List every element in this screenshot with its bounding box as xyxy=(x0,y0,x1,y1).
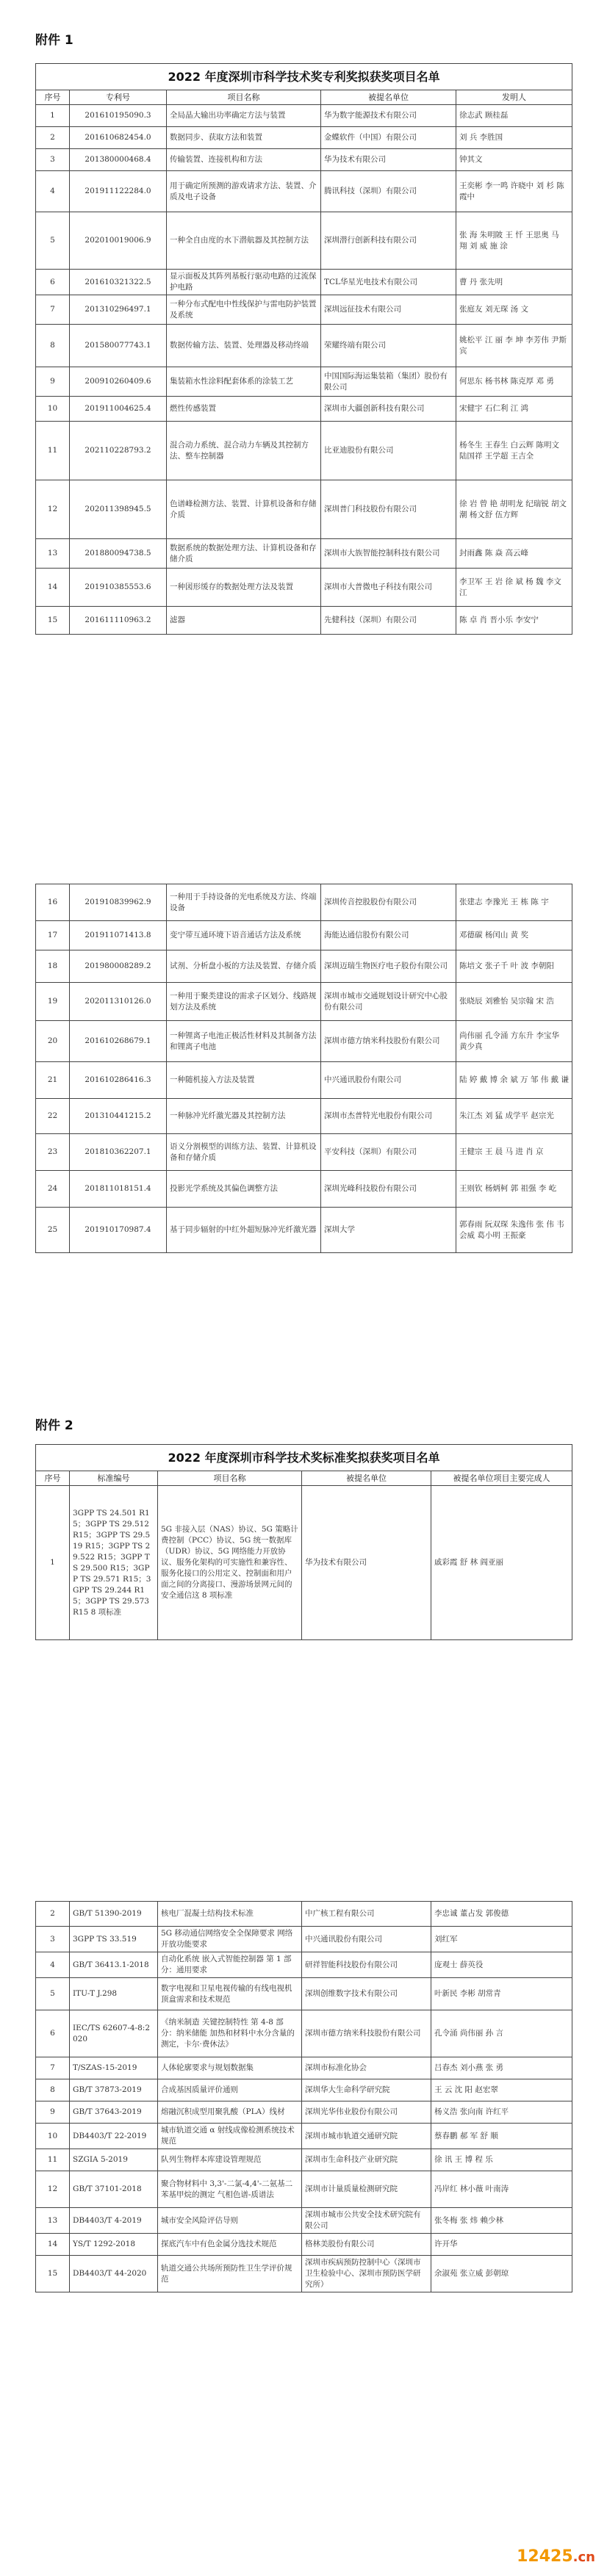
column-header: 序号 xyxy=(36,1471,70,1486)
patent-award-table-continued xyxy=(35,884,572,1253)
unit-cell: 华为数字能源技术有限公司 xyxy=(321,105,456,127)
row-number: 25 xyxy=(36,1208,70,1253)
unit-cell: 深圳市标准化协会 xyxy=(302,2057,431,2079)
table-row xyxy=(36,950,572,983)
patent-award-table xyxy=(35,63,572,635)
project-name-cell: 一种分布式配电中性线保护与雷电防护装置及系统 xyxy=(167,295,321,325)
code-cell: 201911122284.0 xyxy=(70,171,167,212)
row-number: 13 xyxy=(36,2208,70,2234)
standard-award-table-continued xyxy=(35,1901,572,2292)
unit-cell: 深圳市德方纳米科技股份有限公司 xyxy=(321,1021,456,1062)
project-name-cell: 轨道交通公共场所预防性卫生学评价规范 xyxy=(158,2256,302,2292)
table-row xyxy=(36,367,572,397)
unit-cell: 深圳市城市轨道交通研究院 xyxy=(302,2124,431,2149)
person-cell: 叶新民 李彬 胡常青 xyxy=(431,1978,572,2010)
code-cell: ITU-T J.298 xyxy=(70,1978,158,2010)
table-row xyxy=(36,539,572,569)
unit-cell: 深圳光峰科技股份有限公司 xyxy=(321,1171,456,1208)
row-number: 15 xyxy=(36,607,70,635)
unit-cell: 格林美股份有限公司 xyxy=(302,2234,431,2256)
table-row xyxy=(36,983,572,1021)
watermark-domain: .cn xyxy=(572,2550,595,2565)
code-cell: DB4403/T 4-2019 xyxy=(70,2208,158,2234)
column-header: 专利号 xyxy=(70,90,167,105)
table-row xyxy=(36,2124,572,2149)
unit-cell: 深圳市大普微电子科技有限公司 xyxy=(321,569,456,607)
unit-cell: 深圳光华伟业股份有限公司 xyxy=(302,2101,431,2124)
person-cell: 封雨鑫 陈 焱 高云峰 xyxy=(456,539,572,569)
project-name-cell: 试剂、分析盘小板的方法及装置、存储介质 xyxy=(167,950,321,983)
table-row xyxy=(36,105,572,127)
row-number: 4 xyxy=(36,1952,70,1978)
unit-cell: 平安科技（深圳）有限公司 xyxy=(321,1134,456,1171)
unit-cell: 深圳传音控股股份有限公司 xyxy=(321,884,456,921)
project-name-cell: 5G 移动通信网络安全全保障要求 网络开放功能要求 xyxy=(158,1927,302,1952)
table-row xyxy=(36,1486,572,1640)
row-number: 9 xyxy=(36,367,70,397)
table-row xyxy=(36,607,572,635)
row-number: 1 xyxy=(36,105,70,127)
person-cell: 刘 兵 李胜国 xyxy=(456,127,572,149)
row-number: 7 xyxy=(36,295,70,325)
code-cell: 201610268679.1 xyxy=(70,1021,167,1062)
code-cell: GB/T 37101-2018 xyxy=(70,2171,158,2208)
project-name-cell: 一种全自由度的水下潜航器及其控制方法 xyxy=(167,212,321,270)
code-cell: 201580077743.1 xyxy=(70,325,167,367)
project-name-cell: 燃性传感装置 xyxy=(167,397,321,422)
project-name-cell: 一种用于聚类建设的需求子区划分、线路规划方法及系统 xyxy=(167,983,321,1021)
code-cell: 201880094738.5 xyxy=(70,539,167,569)
project-name-cell: 显示面板及其阵列基板行驱动电路的过流保护电路 xyxy=(167,270,321,295)
code-cell: 201910385553.6 xyxy=(70,569,167,607)
project-name-cell: 全局晶大输出功率确定方法与装置 xyxy=(167,105,321,127)
row-number: 24 xyxy=(36,1171,70,1208)
project-name-cell: 混合动力系统、混合动力车辆及其控制方法、整车控制器 xyxy=(167,422,321,480)
row-number: 15 xyxy=(36,2256,70,2292)
project-name-cell: 人体轮廓要求与规划数据集 xyxy=(158,2057,302,2079)
unit-cell: 深圳大学 xyxy=(321,1208,456,1253)
project-name-cell: 一种随机接入方法及装置 xyxy=(167,1062,321,1099)
table-row xyxy=(36,2208,572,2234)
unit-cell: 深圳创维数字技术有限公司 xyxy=(302,1978,431,2010)
unit-cell: 深圳市疾病预防控制中心（深圳市卫生检验中心、深圳市预防医学研究所） xyxy=(302,2256,431,2292)
table-row xyxy=(36,2101,572,2124)
code-cell: 201911071413.8 xyxy=(70,921,167,950)
project-name-cell: 滤器 xyxy=(167,607,321,635)
table-title: 2022 年度深圳市科学技术奖专利奖拟获奖项目名单 xyxy=(36,64,572,90)
code-cell: 201911004625.4 xyxy=(70,397,167,422)
code-cell: 202110228793.2 xyxy=(70,422,167,480)
unit-cell: 中广核工程有限公司 xyxy=(302,1902,431,1927)
unit-cell: 中兴通讯股份有限公司 xyxy=(321,1062,456,1099)
project-name-cell: 用于确定所预测的游戏请求方法、装置、介质及电子设备 xyxy=(167,171,321,212)
table-row xyxy=(36,325,572,367)
row-number: 22 xyxy=(36,1099,70,1134)
table-row xyxy=(36,1099,572,1134)
row-number: 8 xyxy=(36,325,70,367)
table-row xyxy=(36,212,572,270)
person-cell: 许开华 xyxy=(431,2234,572,2256)
attachment-2-label: 附件 2 xyxy=(35,1418,73,1433)
unit-cell: 深圳市大族智能控制科技有限公司 xyxy=(321,539,456,569)
table-row xyxy=(36,127,572,149)
table-row xyxy=(36,2079,572,2101)
row-number: 3 xyxy=(36,149,70,171)
code-cell: GB/T 37643-2019 xyxy=(70,2101,158,2124)
person-cell: 孔令涌 尚伟丽 孙 言 xyxy=(431,2010,572,2057)
row-number: 10 xyxy=(36,397,70,422)
code-cell: DB4403/T 44-2020 xyxy=(70,2256,158,2292)
column-header: 被提名单位 xyxy=(321,90,456,105)
person-cell: 杨冬生 王春生 白云辉 陈明文 陆国祥 王学超 王吉全 xyxy=(456,422,572,480)
project-name-cell: 探底汽车中有色金属分选技术规范 xyxy=(158,2234,302,2256)
unit-cell: 深圳市计量质量检测研究院 xyxy=(302,2171,431,2208)
code-cell: 201980008289.2 xyxy=(70,950,167,983)
code-cell: 200910260409.6 xyxy=(70,367,167,397)
unit-cell: 研祥智能科技股份有限公司 xyxy=(302,1952,431,1978)
table-row xyxy=(36,1952,572,1978)
code-cell: 202011398945.5 xyxy=(70,480,167,539)
table-header-row xyxy=(36,90,572,105)
code-cell: 201310296497.1 xyxy=(70,295,167,325)
row-number: 18 xyxy=(36,950,70,983)
code-cell: IEC/TS 62607-4-8:2020 xyxy=(70,2010,158,2057)
unit-cell: 深圳市城市交通规划设计研究中心股份有限公司 xyxy=(321,983,456,1021)
table-row xyxy=(36,295,572,325)
table-header-row xyxy=(36,1471,572,1486)
unit-cell: 华为技术有限公司 xyxy=(302,1486,431,1640)
code-cell: T/SZAS-15-2019 xyxy=(70,2057,158,2079)
row-number: 21 xyxy=(36,1062,70,1099)
row-number: 12 xyxy=(36,480,70,539)
project-name-cell: 城市轨道交通 α 射线成像检测系统技术规范 xyxy=(158,2124,302,2149)
unit-cell: 深圳普门科技股份有限公司 xyxy=(321,480,456,539)
project-name-cell: 数据系统的数据处理方法、计算机设备和存储介质 xyxy=(167,539,321,569)
standard-award-table xyxy=(35,1444,572,1640)
table-row xyxy=(36,1134,572,1171)
row-number: 12 xyxy=(36,2171,70,2208)
code-cell: DB4403/T 22-2019 xyxy=(70,2124,158,2149)
row-number: 7 xyxy=(36,2057,70,2079)
row-number: 10 xyxy=(36,2124,70,2149)
table-row xyxy=(36,2010,572,2057)
code-cell: 201910170987.4 xyxy=(70,1208,167,1253)
unit-cell: 深圳潜行创新科技有限公司 xyxy=(321,212,456,270)
attachment-1-label: 附件 1 xyxy=(35,33,73,48)
table-row xyxy=(36,1171,572,1208)
column-header: 项目名称 xyxy=(167,90,321,105)
table-row xyxy=(36,171,572,212)
table-row xyxy=(36,569,572,607)
code-cell: SZGIA 5-2019 xyxy=(70,2149,158,2171)
project-name-cell: 一种用于手持设备的光电系统及方法、终端设备 xyxy=(167,884,321,921)
person-cell: 徐 讯 王 博 程 乐 xyxy=(431,2149,572,2171)
project-name-cell: 聚合物材料中 3,3'-二氯-4,4'-二氨基二苯基甲烷的测定 气相色谱-质谱法 xyxy=(158,2171,302,2208)
person-cell: 张建志 李豫光 王 栋 陈 宇 xyxy=(456,884,572,921)
row-number: 1 xyxy=(36,1486,70,1640)
code-cell: 201810362207.1 xyxy=(70,1134,167,1171)
row-number: 4 xyxy=(36,171,70,212)
code-cell: 202010019006.9 xyxy=(70,212,167,270)
unit-cell: 华为技术有限公司 xyxy=(321,149,456,171)
person-cell: 张 海 朱明陂 王 忏 王思奥 马 翔 刘 威 施 涂 xyxy=(456,212,572,270)
unit-cell: 比亚迪股份有限公司 xyxy=(321,422,456,480)
project-name-cell: 数据传输方法、装置、处理器及移动终端 xyxy=(167,325,321,367)
column-header: 标准编号 xyxy=(70,1471,158,1486)
unit-cell: 深圳华大生命科学研究院 xyxy=(302,2079,431,2101)
project-name-cell: 城市安全风险评估导则 xyxy=(158,2208,302,2234)
table-row xyxy=(36,1978,572,2010)
unit-cell: 海能达通信股份有限公司 xyxy=(321,921,456,950)
unit-cell: 深圳市生命科技产业研究院 xyxy=(302,2149,431,2171)
row-number: 13 xyxy=(36,539,70,569)
table-row xyxy=(36,149,572,171)
code-cell: YS/T 1292-2018 xyxy=(70,2234,158,2256)
table-row xyxy=(36,1902,572,1927)
code-cell: 201380000468.4 xyxy=(70,149,167,171)
project-name-cell: 一种锂离子电池正极活性材料及其制备方法和锂离子电池 xyxy=(167,1021,321,1062)
person-cell: 张晓辰 刘雅怡 吴宗翰 宋 浩 xyxy=(456,983,572,1021)
table-row xyxy=(36,2256,572,2292)
column-header: 被提名单位项目主要完成人 xyxy=(431,1471,572,1486)
person-cell: 徐志武 顾桂磊 xyxy=(456,105,572,127)
code-cell: 201910839962.9 xyxy=(70,884,167,921)
person-cell: 蔡春鹏 郝 军 舒 顺 xyxy=(431,2124,572,2149)
table-row xyxy=(36,1208,572,1253)
person-cell: 吕春杰 刘小燕 张 勇 xyxy=(431,2057,572,2079)
code-cell: 201610286416.3 xyxy=(70,1062,167,1099)
code-cell: 202011310126.0 xyxy=(70,983,167,1021)
row-number: 11 xyxy=(36,2149,70,2171)
row-number: 16 xyxy=(36,884,70,921)
table-row xyxy=(36,884,572,921)
table-row xyxy=(36,422,572,480)
table-row xyxy=(36,2171,572,2208)
person-cell: 宋健宇 石仁利 江 鸿 xyxy=(456,397,572,422)
project-name-cell: 数据同步、获取方法和装置 xyxy=(167,127,321,149)
code-cell: 3GPP TS 33.519 xyxy=(70,1927,158,1952)
table-title: 2022 年度深圳市科学技术奖标准奖拟获奖项目名单 xyxy=(36,1445,572,1471)
person-cell: 陈培文 张子千 叶 波 李朝阳 xyxy=(456,950,572,983)
row-number: 11 xyxy=(36,422,70,480)
row-number: 19 xyxy=(36,983,70,1021)
person-cell: 杨义浩 张向南 许红平 xyxy=(431,2101,572,2124)
person-cell: 王奕彬 李一鸣 许晓中 刘 杉 陈霞中 xyxy=(456,171,572,212)
person-cell: 陆 婷 戴 博 余 斌 万 邹 伟 戴 谦 xyxy=(456,1062,572,1099)
table-row xyxy=(36,2234,572,2256)
row-number: 14 xyxy=(36,2234,70,2256)
project-name-cell: 一种脉冲光纤激光器及其控制方法 xyxy=(167,1099,321,1134)
unit-cell: 中国国际海运集装箱（集团）股份有限公司 xyxy=(321,367,456,397)
code-cell: 201610321322.5 xyxy=(70,270,167,295)
unit-cell: 深圳远征技术有限公司 xyxy=(321,295,456,325)
unit-cell: 中兴通讯股份有限公司 xyxy=(302,1927,431,1952)
table-row xyxy=(36,1021,572,1062)
table-row xyxy=(36,921,572,950)
code-cell: 3GPP TS 24.501 R15；3GPP TS 29.512 R15；3GPP TS 29.519 R15；3GPP TS 29.522 R15；3GPP TS 29.500 R15；3GPP TS 29.571 R15；3GPP TS 29.244 R15；3GPP TS 29.573 R15 8 项标准 xyxy=(70,1486,158,1640)
code-cell: 201310441215.2 xyxy=(70,1099,167,1134)
row-number: 6 xyxy=(36,2010,70,2057)
row-number: 6 xyxy=(36,270,70,295)
table-row xyxy=(36,1062,572,1099)
row-number: 20 xyxy=(36,1021,70,1062)
person-cell: 曹 丹 张先明 xyxy=(456,270,572,295)
row-number: 9 xyxy=(36,2101,70,2124)
project-name-cell: 基于同步辐射的中红外超短脉冲光纤激光器 xyxy=(167,1208,321,1253)
person-cell: 张庭友 刘无琛 汤 文 xyxy=(456,295,572,325)
unit-cell: 腾讯科技（深圳）有限公司 xyxy=(321,171,456,212)
person-cell: 王健宗 王 晨 马 进 肖 京 xyxy=(456,1134,572,1171)
person-cell: 陈 卓 肖 晋小乐 李安宁 xyxy=(456,607,572,635)
person-cell: 余淑苑 张立威 彭朝琼 xyxy=(431,2256,572,2292)
row-number: 2 xyxy=(36,127,70,149)
person-cell: 郭春雨 阮双琛 朱逸伟 张 伟 韦会威 葛小明 王振豪 xyxy=(456,1208,572,1253)
table-row xyxy=(36,480,572,539)
person-cell: 朱江杰 刘 猛 成学平 赵宗光 xyxy=(456,1099,572,1134)
row-number: 2 xyxy=(36,1902,70,1927)
unit-cell: 深圳市杰普特光电股份有限公司 xyxy=(321,1099,456,1134)
person-cell: 徐 岩 曾 艳 胡明龙 纪瑞锐 胡文潮 杨文舒 伍方辉 xyxy=(456,480,572,539)
column-header: 序号 xyxy=(36,90,70,105)
project-name-cell: 色谱峰检测方法、装置、计算机设备和存储介质 xyxy=(167,480,321,539)
person-cell: 冯岸红 林小薇 叶南涛 xyxy=(431,2171,572,2208)
row-number: 8 xyxy=(36,2079,70,2101)
person-cell: 张冬梅 张 炜 赖少林 xyxy=(431,2208,572,2234)
project-name-cell: 变宁带互通环境下语音通话方法及系统 xyxy=(167,921,321,950)
person-cell: 钟其文 xyxy=(456,149,572,171)
table-row xyxy=(36,2149,572,2171)
person-cell: 邓德碳 杨闰山 黄 奖 xyxy=(456,921,572,950)
code-cell: GB/T 51390-2019 xyxy=(70,1902,158,1927)
column-header: 被提名单位 xyxy=(302,1471,431,1486)
person-cell: 戚彩霞 舒 林 阎亚丽 xyxy=(431,1486,572,1640)
unit-cell: 先健科技（深圳）有限公司 xyxy=(321,607,456,635)
project-name-cell: 合成基因质量评价通则 xyxy=(158,2079,302,2101)
unit-cell: 深圳市德方纳米科技股份有限公司 xyxy=(302,2010,431,2057)
table-row xyxy=(36,397,572,422)
person-cell: 庞观士 薛英役 xyxy=(431,1952,572,1978)
project-name-cell: 一种図形缓存的数据处理方法及装置 xyxy=(167,569,321,607)
project-name-cell: 语义分割模型的训练方法、装置、计算机设备和存储介质 xyxy=(167,1134,321,1171)
table-title-row xyxy=(36,64,572,90)
row-number: 14 xyxy=(36,569,70,607)
unit-cell: 荣耀终端有限公司 xyxy=(321,325,456,367)
person-cell: 王 云 沈 阳 赵宏翠 xyxy=(431,2079,572,2101)
table-row xyxy=(36,1927,572,1952)
person-cell: 王则钦 杨炳柯 郭 祖强 李 屹 xyxy=(456,1171,572,1208)
unit-cell: TCL华星光电技术有限公司 xyxy=(321,270,456,295)
project-name-cell: 核电厂混凝土结构技术标准 xyxy=(158,1902,302,1927)
code-cell: 201610195090.3 xyxy=(70,105,167,127)
site-watermark-logo xyxy=(517,2547,595,2566)
project-name-cell: 《纳米制造 关键控制特性 第 4-8 部分：纳米储能 加热和材料中水分含量的测定，卡尔·费休法》 xyxy=(158,2010,302,2057)
code-cell: GB/T 37873-2019 xyxy=(70,2079,158,2101)
person-cell: 姚松平 江 丽 李 坤 李芳伟 尹斯宾 xyxy=(456,325,572,367)
project-name-cell: 传输装置、连接机构和方法 xyxy=(167,149,321,171)
table-title-row xyxy=(36,1445,572,1471)
project-name-cell: 投影光学系统及其偏色调整方法 xyxy=(167,1171,321,1208)
project-name-cell: 队列生物样本库建设管理规范 xyxy=(158,2149,302,2171)
person-cell: 李忠诚 董占发 郭俊德 xyxy=(431,1902,572,1927)
project-name-cell: 自动化系统 嵌入式智能控制器 第 1 部分：通用要求 xyxy=(158,1952,302,1978)
table-row xyxy=(36,2057,572,2079)
unit-cell: 金蝶软件（中国）有限公司 xyxy=(321,127,456,149)
project-name-cell: 数字电视和卫星电视传输的有线电视机顶盒需求和技术规范 xyxy=(158,1978,302,2010)
column-header: 项目名称 xyxy=(158,1471,302,1486)
person-cell: 尚伟丽 孔令涌 方东升 李宝华 黄少真 xyxy=(456,1021,572,1062)
unit-cell: 深圳市城市公共安全技术研究院有限公司 xyxy=(302,2208,431,2234)
row-number: 5 xyxy=(36,212,70,270)
row-number: 3 xyxy=(36,1927,70,1952)
project-name-cell: 5G 非接入层（NAS）协议、5G 策略计费控制（PCC）协议、5G 统一数据库（UDR）协议、5G 网络能力开放协议、服务化架构的可实施性和兼容性、服务化接口的公用定义、控制面和用户面之间的分离接口、漫游场景网元间的安全通信这 8 项标准 xyxy=(158,1486,302,1640)
watermark-number: 12425 xyxy=(517,2547,573,2566)
project-name-cell: 集装箱水性涂料配套体系的涂装工艺 xyxy=(167,367,321,397)
unit-cell: 深圳迈瑞生物医疗电子股份有限公司 xyxy=(321,950,456,983)
row-number: 23 xyxy=(36,1134,70,1171)
row-number: 17 xyxy=(36,921,70,950)
column-header: 发明人 xyxy=(456,90,572,105)
person-cell: 何思东 杨书林 陈克厚 邓 勇 xyxy=(456,367,572,397)
code-cell: GB/T 36413.1-2018 xyxy=(70,1952,158,1978)
person-cell: 李卫军 王 岩 徐 斌 杨 魏 李文江 xyxy=(456,569,572,607)
unit-cell: 深圳市大疆创新科技有限公司 xyxy=(321,397,456,422)
row-number: 5 xyxy=(36,1978,70,2010)
table-row xyxy=(36,270,572,295)
code-cell: 201811018151.4 xyxy=(70,1171,167,1208)
code-cell: 201610682454.0 xyxy=(70,127,167,149)
project-name-cell: 熔融沉积成型用聚乳酸（PLA）线材 xyxy=(158,2101,302,2124)
person-cell: 刘红军 xyxy=(431,1927,572,1952)
code-cell: 201611110963.2 xyxy=(70,607,167,635)
